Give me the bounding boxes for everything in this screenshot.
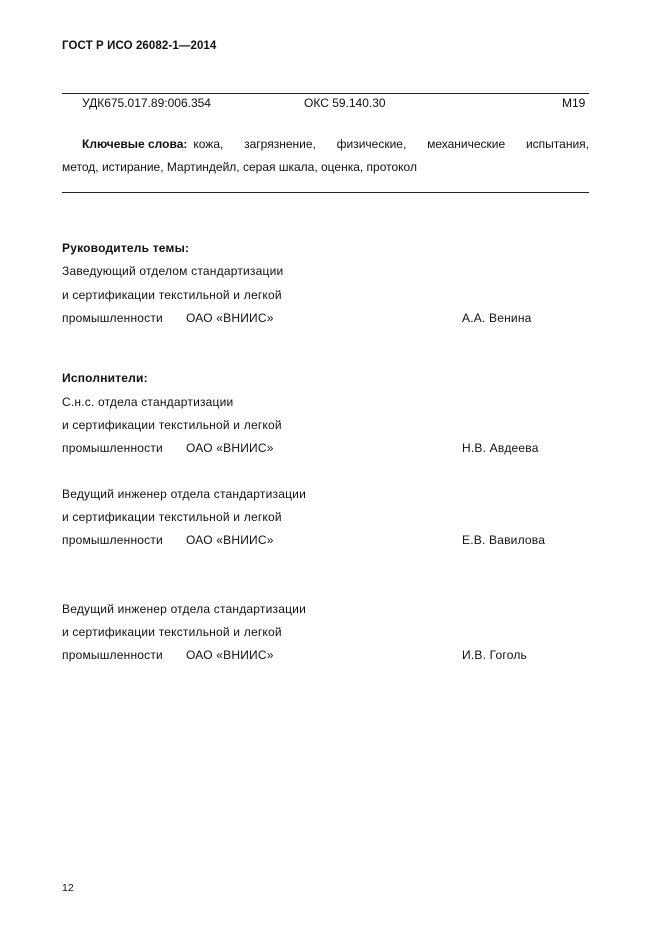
keywords-rule <box>62 192 589 193</box>
leader-position-line-1: Заведующий отделом стандартизации <box>62 264 284 278</box>
leader-name: А.А. Венина <box>462 311 532 325</box>
executors-heading: Исполнители: <box>62 371 148 385</box>
executor-1-name: Н.В. Авдеева <box>462 441 539 455</box>
executor-1-line-2: и сертификации текстильной и легкой <box>62 418 282 432</box>
leader-position-line-3: промышленности <box>62 311 163 325</box>
executor-1-org: ОАО «ВНИИС» <box>186 441 274 455</box>
keywords-text-2: метод, истирание, Мартиндейл, серая шкала, оценка, протокол <box>62 160 417 174</box>
oks-code: ОКС 59.140.30 <box>304 96 386 110</box>
udk-code: УДК675.017.89:006.354 <box>82 96 211 110</box>
executor-3-org: ОАО «ВНИИС» <box>186 648 274 662</box>
executor-3-line-3: промышленности <box>62 648 163 662</box>
keywords-label: Ключевые слова: <box>82 137 188 151</box>
keywords-line-1 <box>82 137 589 151</box>
top-rule <box>62 93 589 94</box>
executor-2-line-2: и сертификации текстильной и легкой <box>62 510 282 524</box>
executor-3-name: И.В. Гоголь <box>462 648 527 662</box>
executor-2-line-3: промышленности <box>62 533 163 547</box>
executor-2-line-1: Ведущий инженер отдела стандартизации <box>62 487 306 501</box>
leader-org: ОАО «ВНИИС» <box>186 311 274 325</box>
group-code: М19 <box>562 96 586 110</box>
leader-heading: Руководитель темы: <box>62 241 190 255</box>
document-header: ГОСТ Р ИСО 26082-1—2014 <box>62 40 217 52</box>
executor-2-org: ОАО «ВНИИС» <box>186 533 274 547</box>
leader-position-line-2: и сертификации текстильной и легкой <box>62 288 282 302</box>
executor-3-line-1: Ведущий инженер отдела стандартизации <box>62 602 306 616</box>
executor-1-line-1: С.н.с. отдела стандартизации <box>62 395 234 409</box>
keywords-text-1: кожа, загрязнение, физические, механические испытания, <box>193 137 589 151</box>
executor-1-line-3: промышленности <box>62 441 163 455</box>
page-number: 12 <box>62 882 74 894</box>
executor-2-name: Е.В. Вавилова <box>462 533 546 547</box>
executor-3-line-2: и сертификации текстильной и легкой <box>62 625 282 639</box>
